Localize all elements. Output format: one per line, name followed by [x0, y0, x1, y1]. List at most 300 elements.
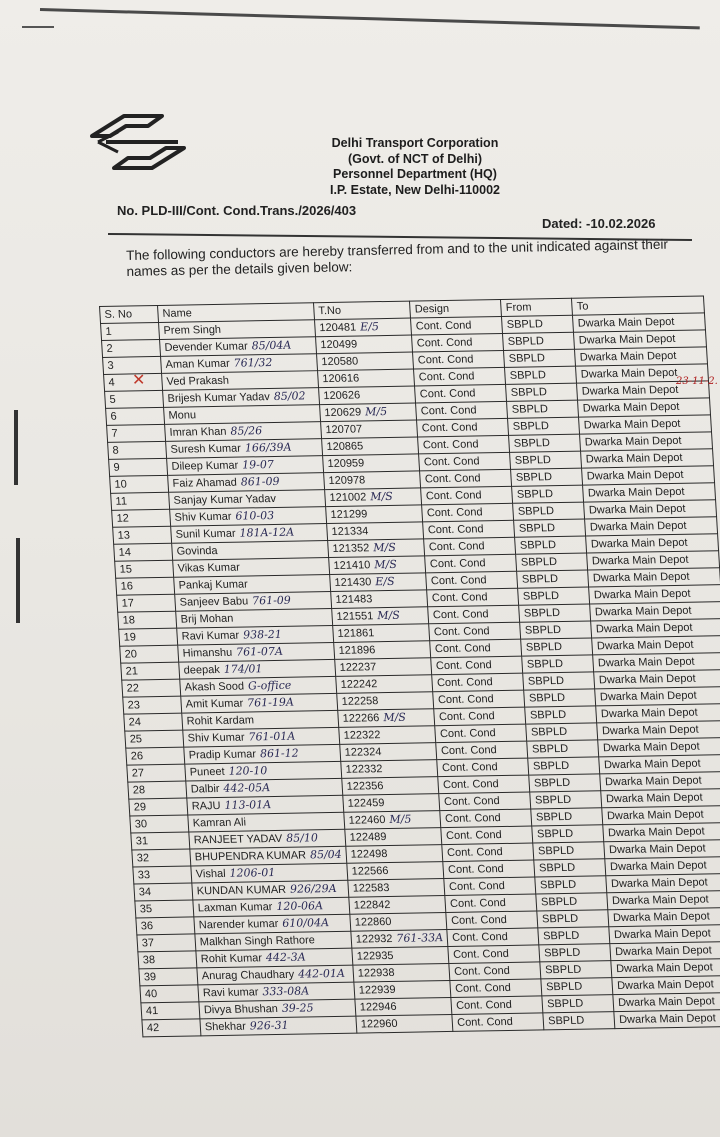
- sno-text: 20: [124, 648, 138, 661]
- cell-to: [608, 907, 720, 926]
- cell-tno: [335, 658, 432, 677]
- cell-sno: [102, 339, 161, 357]
- name-text: Vikas Kumar: [177, 561, 241, 575]
- to-text: Dwarka Main Depot: [611, 893, 710, 908]
- design-text: Cont. Cond: [434, 642, 492, 656]
- handwritten-note: 938-21: [242, 627, 283, 642]
- cell-sno: [109, 458, 168, 476]
- to-text: Dwarka Main Depot: [581, 383, 679, 398]
- tno-text: 122356: [346, 780, 384, 793]
- cell-name: [194, 914, 351, 934]
- cell-sno: [129, 798, 188, 816]
- sno-text: 27: [131, 767, 145, 780]
- handwritten-note: 113-01A: [224, 798, 272, 812]
- tno-text: 120959: [327, 457, 365, 471]
- cell-to: [605, 856, 720, 875]
- handwritten-note: 166/39A: [244, 440, 292, 455]
- handwritten-note: 120-06A: [276, 899, 324, 913]
- cell-tno: [322, 437, 419, 456]
- name-text: Puneet: [189, 765, 225, 779]
- header-from: From: [501, 298, 573, 316]
- cell-tno: [324, 471, 421, 490]
- cell-sno: [127, 764, 186, 782]
- tno-text: 122237: [339, 661, 377, 674]
- cell-design: [421, 486, 513, 505]
- cell-tno: [323, 454, 420, 473]
- cell-name: [200, 1016, 357, 1036]
- cell-tno: [350, 913, 447, 932]
- from-text: SBPLD: [529, 708, 567, 722]
- cell-sno: [101, 322, 160, 340]
- sno-text: 41: [145, 1005, 159, 1018]
- cell-to: [593, 653, 720, 672]
- to-text: Dwarka Main Depot: [613, 927, 712, 942]
- name-text: Brijesh Kumar Yadav: [167, 391, 271, 405]
- design-text: Cont. Cond: [454, 981, 512, 995]
- tno-text: 121483: [335, 593, 373, 606]
- name-text: Shiv Kumar: [187, 731, 245, 745]
- cell-tno: [330, 573, 427, 592]
- cell-from: [530, 791, 602, 809]
- cell-from: [531, 808, 603, 826]
- name-text: Akash Sood: [184, 680, 245, 694]
- sno-text: 19: [123, 631, 137, 644]
- cell-from: [536, 893, 608, 911]
- tno-text: 120481: [319, 321, 357, 335]
- sno-text: 34: [138, 886, 152, 899]
- tno-text: 122258: [341, 695, 379, 708]
- cell-tno: [328, 539, 425, 558]
- tno-text: 122932: [355, 932, 393, 946]
- design-text: Cont. Cond: [428, 540, 485, 554]
- cell-design: [436, 741, 528, 760]
- sno-text: 37: [141, 937, 155, 950]
- top-rule: [40, 8, 700, 29]
- cell-design: [435, 724, 527, 743]
- tno-text: 121551: [336, 610, 374, 623]
- cell-tno: [354, 980, 451, 999]
- cell-design: [437, 758, 529, 777]
- sno-text: 2: [106, 342, 114, 355]
- name-text: deepak: [183, 663, 221, 677]
- cell-sno: [117, 594, 176, 612]
- to-text: Dwarka Main Depot: [610, 876, 709, 891]
- from-text: SBPLD: [527, 674, 565, 688]
- tno-text: 122324: [344, 746, 382, 759]
- design-text: Cont. Cond: [436, 676, 494, 690]
- from-text: SBPLD: [521, 573, 559, 586]
- cell-sno: [113, 526, 172, 544]
- cell-from: [505, 366, 577, 384]
- cell-tno: [343, 794, 440, 813]
- cell-sno: [110, 475, 169, 493]
- cell-tno: [355, 997, 452, 1016]
- cell-design: [415, 384, 507, 403]
- name-text: RAJU: [191, 799, 221, 813]
- design-text: Cont. Cond: [438, 710, 496, 724]
- sno-text: 1: [105, 325, 113, 338]
- sno-text: 42: [146, 1022, 160, 1035]
- cell-from: [523, 672, 595, 690]
- to-text: Dwarka Main Depot: [594, 604, 692, 619]
- cell-to: [596, 704, 720, 723]
- tno-text: 120629: [324, 406, 362, 420]
- cell-design: [440, 809, 532, 828]
- name-text: Vishal: [195, 867, 226, 881]
- to-text: Dwarka Main Depot: [616, 978, 715, 993]
- cell-from: [527, 740, 599, 758]
- name-text: Ravi Kumar: [181, 629, 240, 643]
- cell-tno: [333, 624, 430, 643]
- to-text: Dwarka Main Depot: [612, 910, 711, 925]
- sno-text: 6: [110, 410, 118, 423]
- sno-text: 15: [119, 563, 133, 576]
- design-text: Cont. Cond: [417, 353, 474, 367]
- from-text: SBPLD: [546, 997, 584, 1011]
- handwritten-note: 861-12: [259, 746, 300, 761]
- name-text: Suresh Kumar: [170, 442, 242, 456]
- cell-tno: [349, 896, 446, 915]
- cell-sno: [116, 577, 175, 595]
- cell-sno: [130, 815, 189, 833]
- design-text: Cont. Cond: [426, 506, 483, 520]
- from-text: SBPLD: [507, 335, 545, 348]
- from-text: SBPLD: [520, 556, 558, 569]
- to-text: Dwarka Main Depot: [603, 757, 701, 772]
- cell-tno: [321, 420, 418, 439]
- cell-tno: [347, 862, 444, 881]
- cell-design: [422, 503, 514, 522]
- design-text: Cont. Cond: [420, 404, 477, 418]
- cell-name: [192, 880, 349, 900]
- design-text: Cont. Cond: [440, 744, 498, 758]
- name-text: Rohit Kardam: [186, 714, 255, 728]
- cell-sno: [106, 407, 165, 425]
- cell-from: [535, 876, 607, 894]
- cell-name: [163, 388, 320, 408]
- sno-text: 30: [134, 818, 148, 831]
- tno-text: 122935: [356, 949, 394, 963]
- cell-sno: [132, 849, 191, 867]
- header-sno: S. No: [100, 305, 159, 323]
- design-text: Cont. Cond: [439, 727, 497, 741]
- handwritten-note: 1206-01: [229, 866, 276, 880]
- design-text: Cont. Cond: [450, 913, 508, 927]
- letterhead: [310, 136, 520, 198]
- sno-text: 36: [140, 920, 154, 933]
- cell-sno: [108, 441, 167, 459]
- header-tno: T.No: [313, 301, 410, 320]
- cell-tno: [338, 709, 435, 728]
- design-text: Cont. Cond: [424, 472, 481, 486]
- cell-design: [438, 775, 530, 794]
- handwritten-note: 333-08A: [262, 984, 310, 999]
- handwritten-note: E/S: [374, 574, 395, 589]
- name-text: Dalbir: [190, 782, 220, 796]
- handwritten-note: 610-03: [235, 508, 275, 523]
- cell-from: [541, 978, 613, 996]
- sno-text: 17: [121, 597, 135, 610]
- handwritten-note: 442-05A: [223, 781, 271, 795]
- handwritten-note: 85/10: [285, 831, 319, 845]
- cell-tno: [334, 641, 431, 660]
- cell-sno: [105, 390, 164, 408]
- sno-text: 3: [107, 359, 115, 372]
- transfer-table: [99, 295, 720, 1037]
- handwritten-note: 85/02: [273, 389, 306, 403]
- cell-design: [452, 1013, 544, 1032]
- org-govt: (Govt. of NCT of Delhi): [347, 151, 482, 166]
- tno-text: 120978: [328, 474, 366, 488]
- to-text: Dwarka Main Depot: [599, 689, 697, 704]
- name-text: RANJEET YADAV: [193, 832, 283, 847]
- tno-text: 120707: [325, 423, 363, 437]
- cell-tno: [315, 335, 412, 354]
- cell-design: [443, 860, 535, 879]
- to-text: Dwarka Main Depot: [600, 706, 698, 721]
- sno-text: 35: [139, 903, 153, 916]
- handwritten-note: M/S: [369, 489, 394, 504]
- handwritten-note: 610/04A: [281, 916, 330, 930]
- cell-design: [449, 962, 541, 981]
- date: Dated: -10.02.2026: [542, 216, 656, 231]
- name-text: Shiv Kumar: [174, 510, 232, 524]
- to-text: Dwarka Main Depot: [607, 825, 706, 840]
- sno-text: 14: [118, 546, 132, 559]
- handwritten-note: E/5: [359, 320, 380, 334]
- sno-text: 18: [122, 614, 136, 627]
- name-text: Kamran Ali: [192, 816, 247, 830]
- cell-sno: [141, 1002, 200, 1020]
- handwritten-note: 442-01A: [297, 966, 346, 981]
- to-text: Dwarka Main Depot: [589, 519, 687, 534]
- tno-text: 121410: [333, 559, 371, 572]
- handwritten-note: 761-09: [251, 593, 292, 608]
- to-text: Dwarka Main Depot: [618, 1012, 717, 1027]
- handwritten-note: 926/29A: [289, 881, 338, 896]
- cell-design: [441, 826, 533, 845]
- cell-tno: [341, 760, 438, 779]
- cell-sno: [142, 1019, 201, 1037]
- from-text: SBPLD: [526, 657, 564, 671]
- sno-text: 16: [120, 580, 134, 593]
- handwritten-note: 861-09: [240, 474, 280, 489]
- sno-text: 28: [132, 784, 146, 797]
- tno-text: 120580: [321, 355, 359, 369]
- cell-to: [599, 755, 720, 774]
- to-text: Dwarka Main Depot: [604, 774, 702, 789]
- name-text: Monu: [168, 409, 197, 422]
- cell-from: [520, 621, 592, 639]
- margin-mark: [14, 410, 18, 485]
- handwritten-note: 39-25: [281, 1001, 314, 1015]
- from-text: SBPLD: [509, 369, 547, 382]
- cell-tno: [320, 403, 417, 422]
- design-text: Cont. Cond: [427, 523, 484, 537]
- sno-text: 5: [109, 393, 117, 406]
- tno-text: 122946: [359, 1000, 397, 1014]
- name-text: Rohit Kumar: [200, 952, 263, 966]
- to-text: Dwarka Main Depot: [590, 536, 688, 551]
- cell-to: [606, 873, 720, 892]
- design-text: Cont. Cond: [444, 812, 502, 826]
- cell-design: [432, 673, 524, 692]
- cell-sno: [134, 883, 193, 901]
- from-text: SBPLD: [540, 895, 578, 909]
- cell-tno: [344, 811, 441, 830]
- handwritten-note: 85/26: [230, 424, 263, 438]
- design-text: Cont. Cond: [448, 880, 506, 893]
- cell-from: [515, 536, 587, 554]
- cell-from: [522, 655, 594, 673]
- design-text: Cont. Cond: [415, 319, 472, 333]
- tno-text: 121299: [330, 508, 368, 521]
- from-text: SBPLD: [533, 776, 571, 790]
- handwritten-note: M/5: [364, 404, 388, 419]
- cell-tno: [351, 930, 448, 949]
- from-text: SBPLD: [517, 505, 555, 518]
- cell-from: [543, 1012, 615, 1030]
- from-text: SBPLD: [534, 793, 572, 807]
- from-text: SBPLD: [523, 607, 561, 620]
- design-text: Cont. Cond: [451, 930, 509, 944]
- to-text: Dwarka Main Depot: [587, 485, 685, 500]
- design-text: Cont. Cond: [446, 846, 504, 860]
- from-text: SBPLD: [524, 623, 562, 637]
- cell-design: [427, 588, 519, 607]
- design-text: Cont. Cond: [422, 438, 479, 452]
- cell-tno: [331, 590, 428, 609]
- dtc-logo-icon: [88, 112, 188, 172]
- side-note: 23-11-2.: [676, 376, 718, 387]
- name-text: Ravi kumar: [202, 986, 259, 1000]
- to-text: Dwarka Main Depot: [578, 332, 676, 347]
- tno-text: 121861: [337, 627, 375, 640]
- name-text: Govinda: [176, 544, 218, 558]
- handwritten-note: M/S: [376, 608, 401, 623]
- cell-design: [419, 452, 511, 471]
- from-text: SBPLD: [525, 640, 563, 654]
- cell-from: [514, 519, 586, 537]
- sno-text: 40: [144, 988, 158, 1001]
- header-name: Name: [158, 303, 315, 323]
- cell-name: [197, 965, 354, 985]
- cell-from: [519, 604, 591, 622]
- to-text: Dwarka Main Depot: [617, 995, 716, 1010]
- cell-sno: [133, 866, 192, 884]
- header-design: Design: [410, 299, 502, 318]
- cell-design: [425, 554, 517, 573]
- from-text: SBPLD: [532, 759, 570, 773]
- cell-sno: [120, 645, 179, 663]
- sno-text: 39: [143, 971, 157, 984]
- cell-sno: [115, 560, 174, 578]
- cell-design: [423, 520, 515, 539]
- name-text: Devender Kumar: [164, 340, 249, 354]
- from-text: SBPLD: [536, 827, 574, 841]
- to-text: Dwarka Main Depot: [593, 587, 691, 602]
- to-text: Dwarka Main Depot: [577, 315, 675, 330]
- from-text: SBPLD: [543, 946, 581, 960]
- cell-sno: [125, 730, 184, 748]
- cell-from: [502, 315, 574, 333]
- tno-text: 121352: [332, 542, 370, 555]
- to-text: Dwarka Main Depot: [602, 740, 700, 755]
- cell-tno: [346, 845, 443, 864]
- intro-paragraph: The following conductors are hereby transferred from and to the unit indicated against their names as per the details given below:: [126, 236, 669, 279]
- name-text: Brij Mohan: [180, 612, 234, 626]
- cell-to: [592, 636, 720, 655]
- cell-from: [507, 400, 579, 418]
- to-text: Dwarka Main Depot: [579, 349, 677, 364]
- name-text: Amit Kumar: [185, 697, 244, 711]
- to-text: Dwarka Main Depot: [580, 366, 678, 381]
- to-text: Dwarka Main Depot: [591, 553, 689, 568]
- cell-to: [612, 975, 720, 994]
- design-text: Cont. Cond: [433, 625, 490, 639]
- cell-design: [414, 367, 506, 386]
- cell-to: [595, 687, 720, 706]
- design-text: Cont. Cond: [452, 947, 510, 961]
- cell-from: [540, 961, 612, 979]
- cell-sno: [137, 934, 196, 952]
- tno-text: 121334: [331, 525, 369, 538]
- cell-from: [504, 349, 576, 367]
- tno-text: 120865: [326, 440, 364, 454]
- sno-text: 31: [135, 835, 149, 848]
- cell-from: [511, 468, 583, 486]
- from-text: SBPLD: [538, 861, 576, 875]
- cell-to: [611, 958, 720, 977]
- cell-from: [542, 995, 614, 1013]
- from-text: SBPLD: [519, 539, 557, 552]
- handwritten-note: 174/01: [223, 662, 263, 676]
- cell-design: [416, 401, 508, 420]
- cell-design: [433, 690, 525, 709]
- from-text: SBPLD: [506, 318, 544, 331]
- from-text: SBPLD: [537, 844, 575, 858]
- cell-to: [604, 839, 720, 858]
- from-text: SBPLD: [545, 980, 583, 994]
- from-text: SBPLD: [513, 437, 551, 450]
- design-text: Cont. Cond: [437, 693, 495, 707]
- from-text: SBPLD: [511, 403, 549, 416]
- sno-text: 12: [116, 512, 130, 525]
- to-text: Dwarka Main Depot: [614, 944, 713, 959]
- to-text: Dwarka Main Depot: [598, 672, 696, 687]
- design-text: Cont. Cond: [423, 455, 480, 469]
- cell-to: [597, 721, 720, 740]
- tno-text: 122498: [350, 848, 388, 861]
- handwritten-note: 85/04A: [251, 338, 292, 353]
- cell-design: [412, 333, 504, 352]
- tno-text: 122266: [342, 712, 380, 725]
- cell-design: [447, 928, 539, 947]
- design-text: Cont. Cond: [456, 1015, 514, 1029]
- cell-tno: [317, 369, 414, 388]
- cross-mark: ✕: [132, 370, 146, 389]
- cell-design: [445, 894, 537, 913]
- name-text: Himanshu: [182, 646, 233, 660]
- org-address: I.P. Estate, New Delhi-110002: [329, 182, 500, 197]
- design-text: Cont. Cond: [435, 659, 493, 673]
- name-text: Narender kumar: [198, 917, 279, 932]
- design-text: Cont. Cond: [447, 863, 505, 876]
- to-text: Dwarka Main Depot: [583, 417, 681, 432]
- name-text: Faiz Ahamad: [172, 476, 238, 490]
- handwritten-note: 761-01A: [248, 729, 296, 744]
- name-text: Divya Bhushan: [203, 1002, 279, 1017]
